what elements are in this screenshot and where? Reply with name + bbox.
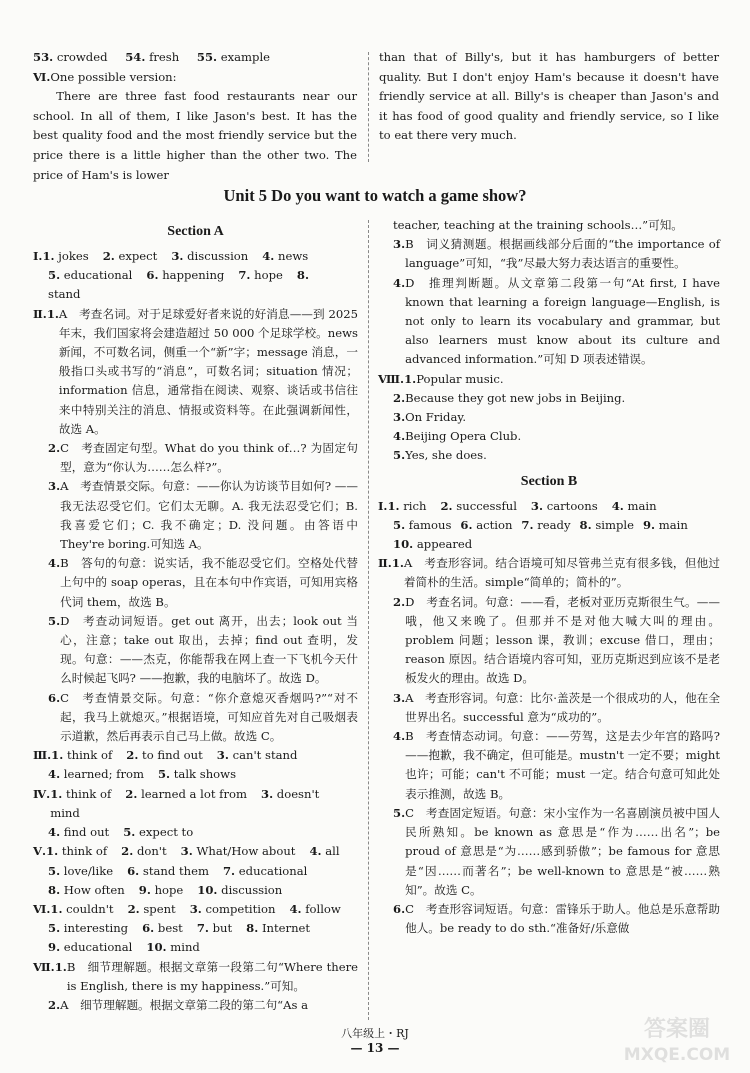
continued-text: teacher, teaching at the training schools…”可知。 [393,218,683,232]
explanation: A 考查名词。对于足球爱好者来说的好消息——到 2025 年末，我们国家将会建造超过 50 000 个足球学校。news 新闻，不可数名词，侧重一个“新”字；message 消息，一般指口头或书写的“消息”，可数名词；situation 情况；information 信息，通常指在阅读、观察、谈话或书信往来中特别关注的消息、情报或资料等。在此强调新闻性，故选 A。 [58,306,358,436]
list-item: 5. Yes, she does. [393,448,487,463]
page-number: — 13 — [350,1041,400,1055]
section-b2: Ⅱ. 1. A 考查形容词。结合语境可知尽管弗兰克有很多钱，但他过着简朴的生活。simple“简单的；简朴的”。 [378,556,720,590]
column-divider [368,220,369,1020]
section-a-title: Section A [167,224,224,239]
list-item: 4. D 推理判断题。从文章第二段第一句“At first, I have known that learning a foreign language—English, is not only to learn its vocabulary and grammar, but also learners must know about its culture and advanced information.”可知 D 项表述错误。 [393,275,720,367]
answer-row: 4. learned; from 5. talk shows [48,767,237,782]
section-4: Ⅳ. 1. think of 2. learned a lot from 3. doesn't mind [33,786,320,820]
list-item: 3. A 考查情景交际。句意：——你认为访谈节目如何? ——我无法忍受它们。它们太无聊。A. 我无法忍受它们；B. 我喜爱它们；C. 我不确定；D. 没问题。由答语中 They're boring.可知选 A。 [48,479,358,552]
list-item: 2. C 考查固定句型。What do you think of…? 为固定句型，意为“你认为……怎么样?”。 [48,441,358,475]
left-column [33,216,358,1015]
answer-row: 5. interesting 6. best 7. but 8. Internet [48,921,311,936]
answer-row: 8. How often 9. hope 10. discussion [48,882,283,897]
answer-row: 10. appeared [393,537,473,552]
answer-row: 9. educational 10. mind [48,940,200,955]
section-5: Ⅴ. 1. think of 2. don't 3. What/How about 4. all [33,844,340,859]
answer-row: 5. famous 6. action 7. ready 8. simple 9. main [393,517,688,532]
list-item: 4. B 考查情态动词。句意：——劳驾，这是去少年宫的路吗? ——抱歉，我不确定，但可能是。mustn't 一定不要；might 也许；可能；can't 不可能；must 一定。结合句意可知此处表示推测，故选 B。 [393,729,720,801]
grade-label: 八年级上・RJ [341,1027,409,1040]
prev-answers-left [33,48,357,185]
section-b-title: Section B [520,473,578,489]
list-item: 4. Beijing Opera Club. [393,429,522,444]
section-2: Ⅱ. 1. A 考查名词。对于足球爱好者来说的好消息——到 2025 年末，我们国家将会建造超过 50 000 个足球学校。news 新闻，不可数名词，侧重一个“新”字；message 消息，一般指口头或书写的“消息”，可数名词；situation 情况；information 信息，通常指在阅读、观察、谈话或书信往来中特别关注的消息、情报或资料等。在此强调新闻性，故选 A。 [33,305,358,439]
list-item: 4. B 答句的句意：说实话，我不能忍受它们。空格处代替上句中的 soap operas，且在本句中作宾语，可知用宾格代词 them，故选 B。 [48,556,358,609]
list-item: 3. A 考查形容词。句意：比尔·盖茨是一个很成功的人，他在全世界出名。successful 意为“成功的”。 [393,690,720,724]
answer-row: 53. crowded 54. fresh 55. example [33,50,271,64]
column-divider [368,52,369,162]
list-item: 3. B 词义猜测题。根据画线部分后面的“the importance of language”可知，“我”尽最大努力表达语言的重要性。 [393,237,720,271]
list-item: 2. A 细节理解题。根据文章第二段的第二句“As a [48,997,309,1012]
section-6: Ⅵ. 1. couldn't 2. spent 3. competition 4. follow [33,901,341,916]
list-item: 6. C 考查形容词短语。句意：雷锋乐于助人。他总是乐意帮助他人。be ready to do sth.“准备好/乐意做 [393,901,720,936]
list-item: 2. Because they got new jobs in Beijing. [393,390,626,405]
list-item: 5. C 考查固定短语。句意：宋小宝作为一名喜剧演员被中国人民所熟知。be known as 意思是“作为……出名”；be proud of 意思是“为……感到骄傲”；be famous for 意思是“因……而著名”；be well-known to 意思是“被……熟知”。故选 C。 [393,805,720,897]
list-item: 3. On Friday. [393,410,467,425]
section-1: Ⅰ. 1. jokes 2. expect 3. discussion 4. news [33,247,358,266]
svg-text:答案圈: 答案圈 [643,1017,711,1042]
list-item: 5. D 考查动词短语。get out 离开，出去；look out 当心，注意；take out 取出，去掉；find out 查明，发现。句意：——杰克，你能帮我在网上查一下飞机今天什么时候起飞吗? ——抱歉，我的电脑坏了。故选 D。 [48,613,358,686]
section-b1: Ⅰ. 1. rich 2. successful 3. cartoons 4. main [378,498,657,513]
right-column [378,216,720,938]
answer-row: 1. jokes 2. expect 3. discussion 4. news [42,249,309,263]
answer-row: 5. love/like 6. stand them 7. educational [48,863,308,878]
watermark-logo [612,1010,742,1068]
answer-row: 5. educational 6. happening 7. hope 8. stand [48,268,309,302]
section-3: Ⅲ. 1. think of 2. to find out 3. can't stand [33,748,298,763]
section-heading: Ⅵ.One possible version: [33,69,177,84]
prev-answers-right [379,48,719,146]
svg-text:MXQE.COM: MXQE.COM [623,1045,731,1065]
essay-paragraph: There are three fast food restaurants near our school. In all of them, I like Jason's best. It has the best quality food and the most friendly service but the price there is a little higher than the other two. The price of Ham's is lower [33,89,357,182]
unit-title: Unit 5 Do you want to watch a game show? [223,186,527,205]
essay-continuation: than that of Billy's, but it has hamburgers of better quality. But I don't enjoy Ham's because it doesn't have friendly service at all. Billy's is cheaper than Jason's and it has food of good quality and friendly service, so I like to eat there very much. [379,50,719,143]
answer-row: 4. find out 5. expect to [48,825,194,840]
list-item: 6. C 考查情景交际。句意：“你介意熄灭香烟吗?”“对不起，我马上就熄灭。”根据语境，可知应首先对自己吸烟表示道歉，然后再表示自己马上做。故选 C。 [48,690,358,744]
section-7: Ⅶ. 1. B 细节理解题。根据文章第一段第二句“Where there is English, there is my happiness.”可知。 [33,959,358,993]
list-item: 2. D 考查名词。句意：——看，老板对亚历克斯很生气。——哦，他又来晚了。但那并不是对他大喊大叫的理由。problem 问题；lesson 课，教训；excuse 借口，理由；reason 原因。结合语境内容可知，亚历克斯迟到应该不是老板发火的理由。故选 D。 [393,594,720,686]
section-8: Ⅷ. 1. Popular music. [378,371,504,386]
